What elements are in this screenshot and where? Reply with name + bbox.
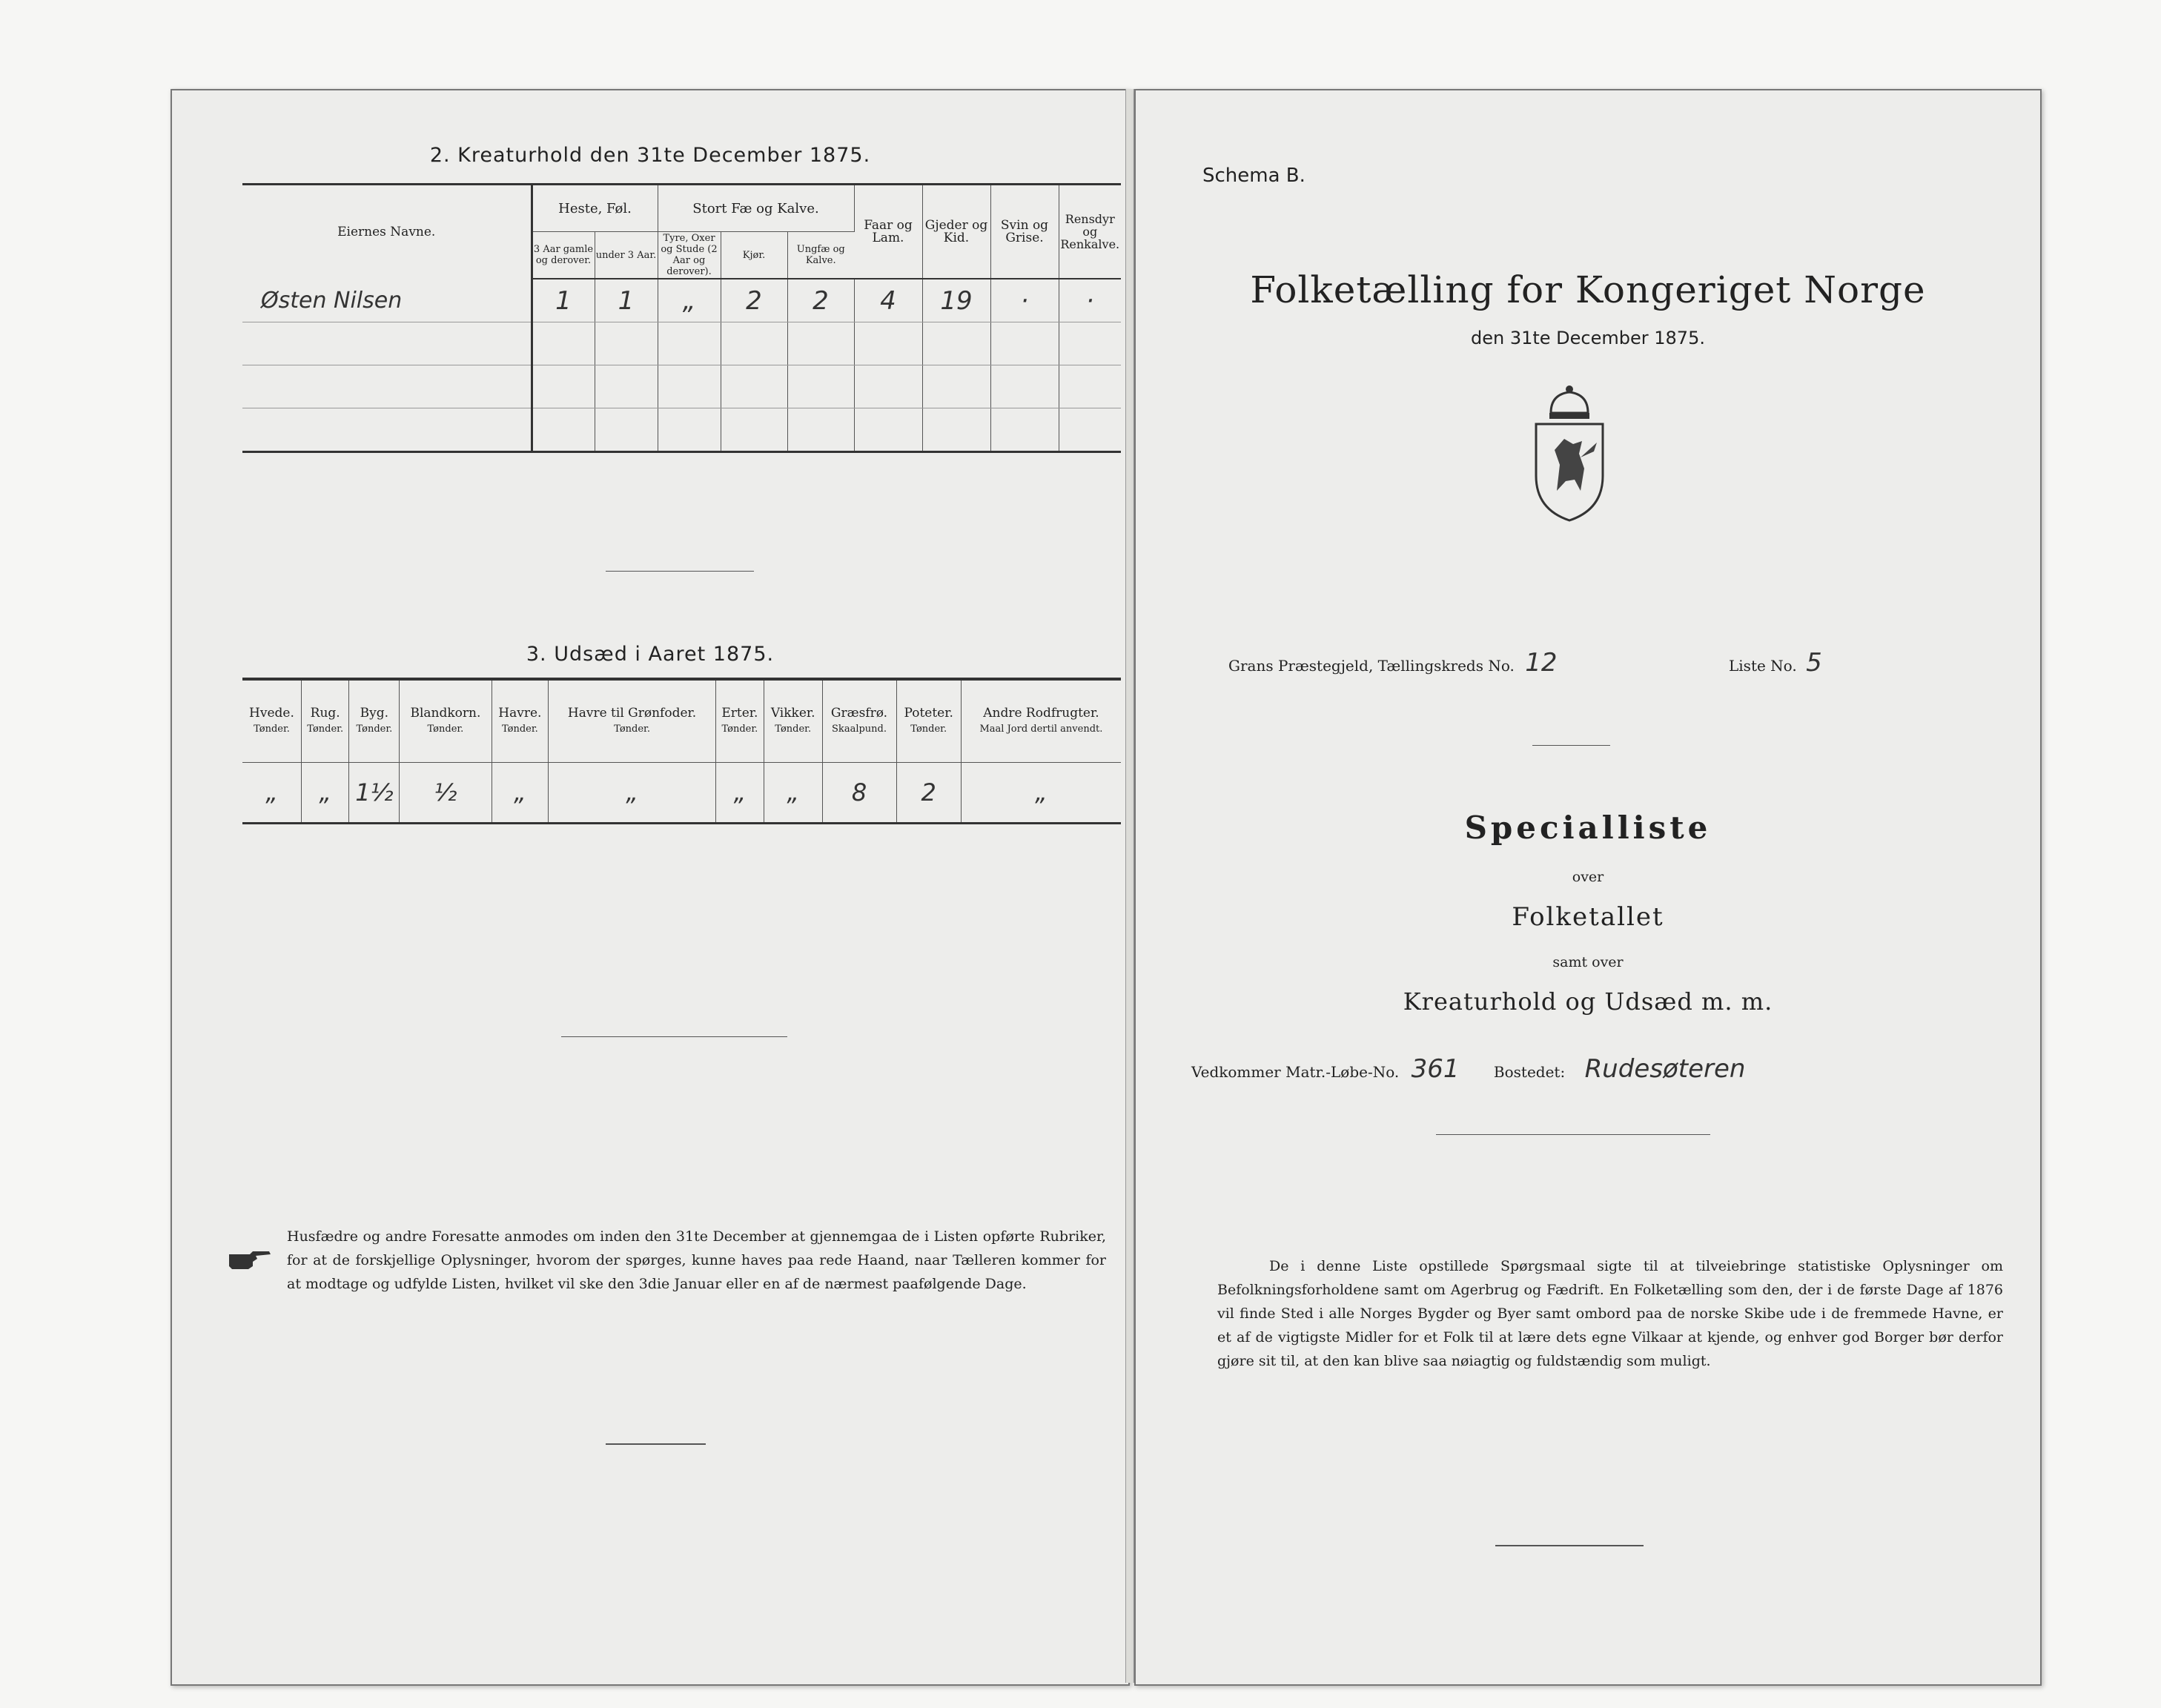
- list-no: 5: [1806, 648, 1822, 678]
- horses-young-header: under 3 Aar.: [595, 232, 658, 279]
- parish-label: Grans Præstegjeld, Tællingskreds No.: [1228, 657, 1515, 675]
- cattle-cows-header: Kjør.: [721, 232, 787, 279]
- divider: [1436, 1134, 1710, 1135]
- seed-header-barley: Byg. Tønder.: [349, 679, 400, 763]
- seed-header-vetch: Vikker. Tønder.: [764, 679, 822, 763]
- bosted-value: Rudesøteren: [1584, 1054, 1746, 1084]
- matr-line: [1191, 1054, 1745, 1084]
- schema-label: Schema B.: [1202, 165, 1305, 187]
- list-label: Liste No.: [1729, 657, 1797, 675]
- notice-text: Husfædre og andre Foresatte anmodes om inden den 31te December at gjennemgaa de i Listen opførte Rubriker, for at de forskjellige Oplysninger, hvorom der spørges, kunne haves paa rede Haand, naar Tælleren kommer for at modtage og udfylde Listen, hvilket vil ske den 3die Januar eller en af de nærmest paafølgende Dage.: [287, 1228, 1106, 1292]
- parish-line: [1228, 648, 1558, 678]
- section3-title: 3. Udsæd i Aaret 1875.: [526, 643, 775, 666]
- seed-header-peas: Erter. Tønder.: [715, 679, 764, 763]
- census-date: den 31te December 1875.: [1471, 328, 1705, 348]
- sheep-header: Faar og Lam.: [854, 185, 922, 279]
- section2-title: 2. Kreaturhold den 31te December 1875.: [429, 144, 871, 167]
- seed-value: 8: [822, 763, 896, 824]
- over-text: over: [1572, 869, 1604, 885]
- divider: [561, 1036, 787, 1037]
- table-row: [242, 365, 1121, 408]
- coat-of-arms-icon: [1529, 383, 1610, 524]
- seed-value: „: [301, 763, 349, 824]
- seed-header-grass-seed: Græsfrø. Skaalpund.: [822, 679, 896, 763]
- seed-value: „: [242, 763, 301, 824]
- pointing-hand-icon: [228, 1247, 272, 1272]
- table-row: [242, 322, 1121, 365]
- divider: [606, 571, 754, 572]
- left-page: [171, 89, 1130, 1686]
- goats-value: 19: [922, 279, 990, 322]
- sheep-value: 4: [854, 279, 922, 322]
- seed-value: „: [549, 763, 716, 824]
- pigs-header: Svin og Grise.: [990, 185, 1059, 279]
- main-title: Folketælling for Kongeriget Norge: [1250, 268, 1926, 311]
- cattle-header: Stort Fæ og Kalve.: [658, 185, 854, 232]
- horses-old-header: 3 Aar gamle og derover.: [532, 232, 595, 279]
- seed-value: ½: [400, 763, 492, 824]
- special-list-title: Specialliste: [1464, 810, 1712, 846]
- seed-header-mixed-grain: Blandkorn. Tønder.: [400, 679, 492, 763]
- tally-district-no: 12: [1525, 648, 1558, 678]
- pigs-value: ·: [990, 279, 1059, 322]
- table-row: [242, 408, 1121, 452]
- table-row: [242, 279, 1121, 322]
- divider: [1495, 1545, 1644, 1546]
- right-page: [1134, 89, 2042, 1686]
- seed-header-other-roots: Andre Rodfrugter. Maal Jord dertil anvendt.: [961, 679, 1121, 763]
- seed-value: 2: [896, 763, 961, 824]
- list-line: [1729, 648, 1822, 678]
- matr-no: 361: [1411, 1054, 1460, 1084]
- owner-name: Østen Nilsen: [242, 279, 532, 322]
- seed-value: „: [1035, 778, 1048, 807]
- livestock-seed-title: Kreaturhold og Udsæd m. m.: [1403, 987, 1773, 1016]
- notice: [231, 1225, 1106, 1296]
- seed-value: 1½: [349, 763, 400, 824]
- seed-table: [242, 678, 1121, 824]
- seed-header-green-oats: Havre til Grønfoder. Tønder.: [549, 679, 716, 763]
- seed-value: „: [492, 763, 549, 824]
- cattle-bulls-header: Tyre, Oxer og Stude (2 Aar og derover).: [658, 232, 721, 279]
- explanation-paragraph: De i denne Liste opstillede Spørgsmaal sigte til at tilveiebringe statistiske Oplysninger om Befolkningsforholdene samt om Agerbrug og Fædrift. En Folketælling som den, der i de første Dage af 1876 vil finde Sted i alle Norges Bygder og Byer samt ombord paa de norske Skibe ude i de fremmede Havne, er et af de vigtigste Midler for et Folk til at lære dets egne Vilkaar at kjende, og enhver god Borger bør derfor gjøre sit til, at den kan blive saa nøiagtig og fuldstændig som muligt.: [1217, 1258, 2003, 1369]
- cattle-cows-value: 2: [721, 279, 787, 322]
- reindeer-value: ·: [1059, 279, 1121, 322]
- divider: [1532, 745, 1610, 746]
- reindeer-header: Rensdyr og Renkalve.: [1059, 185, 1121, 279]
- horses-young-value: 1: [595, 279, 658, 322]
- horses-old-value: 1: [532, 279, 595, 322]
- matr-label: Vedkommer Matr.-Løbe-No.: [1191, 1063, 1400, 1081]
- seed-header-oats: Havre. Tønder.: [492, 679, 549, 763]
- seed-value: „: [715, 763, 764, 824]
- cattle-young-header: Ungfæ og Kalve.: [787, 232, 854, 279]
- livestock-table: [242, 183, 1121, 453]
- owner-header: Eiernes Navne.: [242, 185, 532, 279]
- book-spine: [1125, 89, 1134, 1683]
- seed-header-rye: Rug. Tønder.: [301, 679, 349, 763]
- samt-over-text: samt over: [1552, 954, 1624, 970]
- cattle-young-value: 2: [787, 279, 854, 322]
- horses-header: Heste, Føl.: [532, 185, 658, 232]
- goats-header: Gjeder og Kid.: [922, 185, 990, 279]
- seed-header-wheat: Hvede. Tønder.: [242, 679, 301, 763]
- divider: [606, 1443, 706, 1445]
- population-title: Folketallet: [1512, 902, 1664, 932]
- seed-header-potatoes: Poteter. Tønder.: [896, 679, 961, 763]
- bosted-label: Bostedet:: [1493, 1063, 1566, 1081]
- cattle-bulls-value: „: [658, 279, 721, 322]
- seed-value: „: [764, 763, 822, 824]
- table-row: [242, 763, 1121, 824]
